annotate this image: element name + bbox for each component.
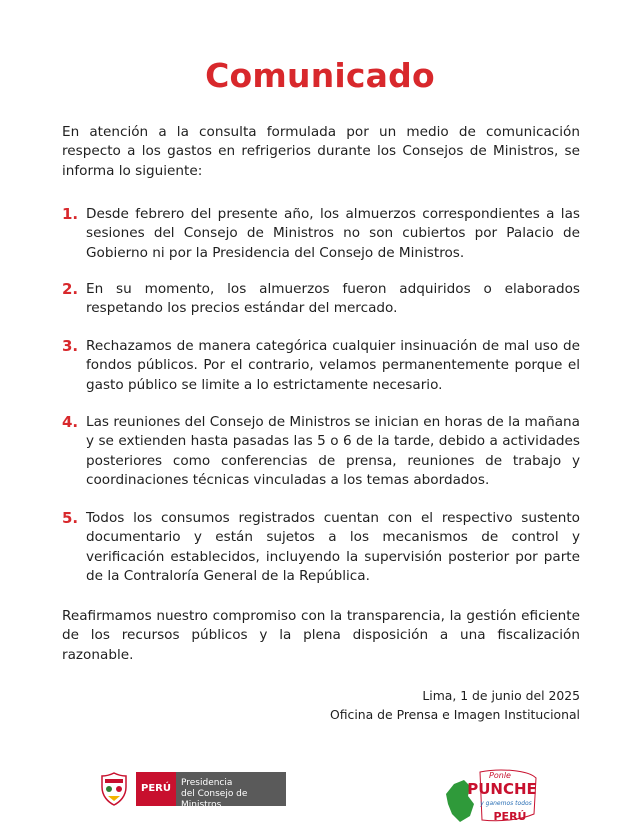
footer	[0, 760, 640, 833]
item-number: 1.	[62, 205, 79, 223]
item-number: 5.	[62, 509, 79, 527]
closing-paragraph: Reafirmamos nuestro compromiso con la transparencia, la gestión eficiente de los recursos públicos y la plena disposición a una fiscalización razonable.	[62, 608, 580, 663]
pcm-line-1: Presidencia	[180, 778, 233, 788]
item-text: Todos los consumos registrados cuentan con el respectivo sustento documentario y están sujetos a los mecanismos de control y verificación establecidos, incluyendo la supervisión posterior por parte de la Contraloría General de la República.	[86, 510, 580, 585]
item-number: 3.	[62, 337, 79, 355]
coat-of-arms-icon	[100, 772, 128, 806]
page-title: Comunicado	[205, 56, 435, 95]
campaign-line-1: Ponle	[489, 771, 511, 780]
campaign-logo	[440, 764, 540, 830]
campaign-line-4: PERÚ	[493, 810, 527, 823]
item-text: Rechazamos de manera categórica cualquier insinuación de mal uso de fondos públicos. Por el contrario, velamos permanentemente porque el gasto público se limite a lo estrictamente necesario.	[86, 338, 580, 393]
item-text: Las reuniones del Consejo de Ministros se inician en horas de la mañana y se extienden hasta pasadas las 5 o 6 de la tarde, debido a actividades posteriores como conferencias de prensa, reuniones de trabajo y coordinaciones técnicas vinculadas a los temas abordados.	[86, 414, 580, 489]
campaign-line-3: y ganemos todos	[480, 800, 532, 807]
signature-date: Lima, 1 de junio del 2025	[422, 688, 580, 703]
item-text: Desde febrero del presente año, los almuerzos correspondientes a las sesiones del Consejo de Ministros no son cubiertos por Palacio de Gobierno ni por la Presidencia del Consejo de Ministros.	[86, 206, 580, 261]
pcm-label	[176, 772, 286, 810]
item-text: En su momento, los almuerzos fueron adquiridos o elaborados respetando los precios estándar del mercado.	[86, 281, 580, 317]
item-number: 4.	[62, 413, 79, 431]
peru-label: PERÚ	[136, 772, 176, 806]
pcm-line-2: del Consejo de Ministros	[180, 789, 248, 810]
signature-office: Oficina de Prensa e Imagen Institucional	[329, 707, 580, 722]
campaign-line-2: PUNCHE	[467, 780, 537, 798]
item-number: 2.	[62, 280, 79, 298]
intro-paragraph: En atención a la consulta formulada por un medio de comunicación respecto a los gastos en refrigerios durante los Consejos de Ministros, se informa lo siguiente:	[62, 124, 580, 179]
signature-block	[330, 686, 580, 724]
government-logo	[100, 772, 286, 810]
